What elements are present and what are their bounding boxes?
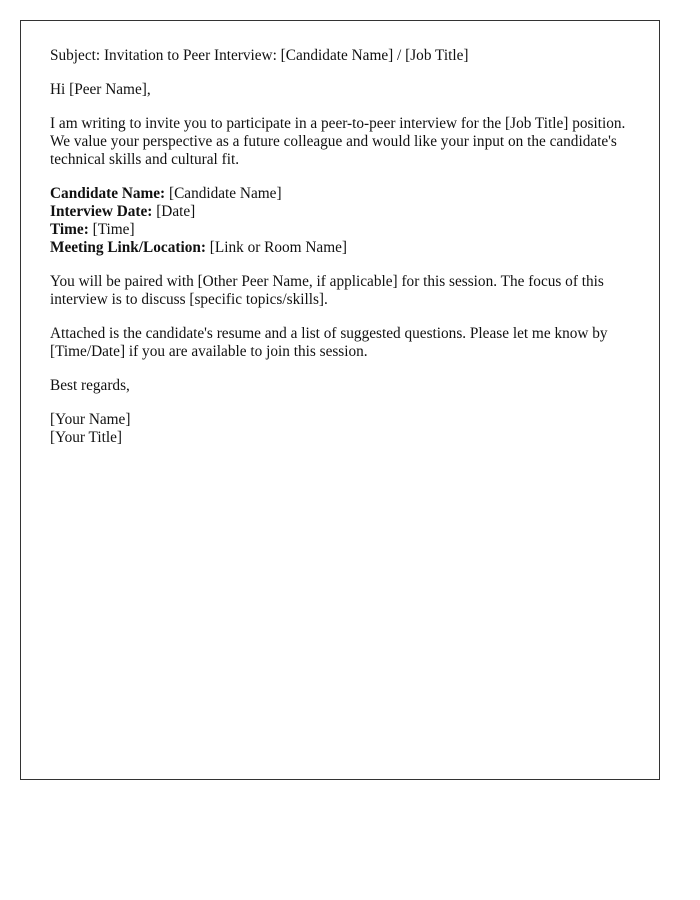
detail-value: [Date] [152, 203, 196, 220]
detail-candidate-name [50, 185, 630, 203]
letter-document [20, 20, 660, 780]
detail-label: Time: [50, 221, 89, 238]
detail-label: Meeting Link/Location: [50, 239, 206, 256]
subject-line: Subject: Invitation to Peer Interview: [Candidate Name] / [Job Title] [50, 47, 469, 64]
detail-meeting-location [50, 239, 630, 257]
detail-value: [Candidate Name] [165, 185, 282, 202]
signature-title: [Your Title] [50, 429, 122, 446]
signature-name: [Your Name] [50, 411, 131, 428]
attachment-paragraph: Attached is the candidate's resume and a list of suggested questions. Please let me know by [Time/Date] if you are available to join this session. [50, 325, 608, 360]
detail-value: [Time] [88, 221, 135, 238]
detail-interview-date [50, 203, 630, 221]
detail-label: Interview Date: [50, 203, 153, 220]
detail-value: [Link or Room Name] [205, 239, 347, 256]
interview-details [50, 185, 630, 257]
intro-paragraph: I am writing to invite you to participate in a peer-to-peer interview for the [Job Title] position. We value your perspective as a future colleague and would like your input on the candidate's technical skills and cultural fit. [50, 115, 626, 168]
signature-block [50, 411, 630, 447]
greeting: Hi [Peer Name], [50, 81, 151, 98]
detail-label: Candidate Name: [50, 185, 166, 202]
pairing-paragraph: You will be paired with [Other Peer Name, if applicable] for this session. The focus of this interview is to discuss [specific topics/skills]. [50, 273, 604, 308]
detail-time [50, 221, 630, 239]
closing: Best regards, [50, 377, 130, 394]
